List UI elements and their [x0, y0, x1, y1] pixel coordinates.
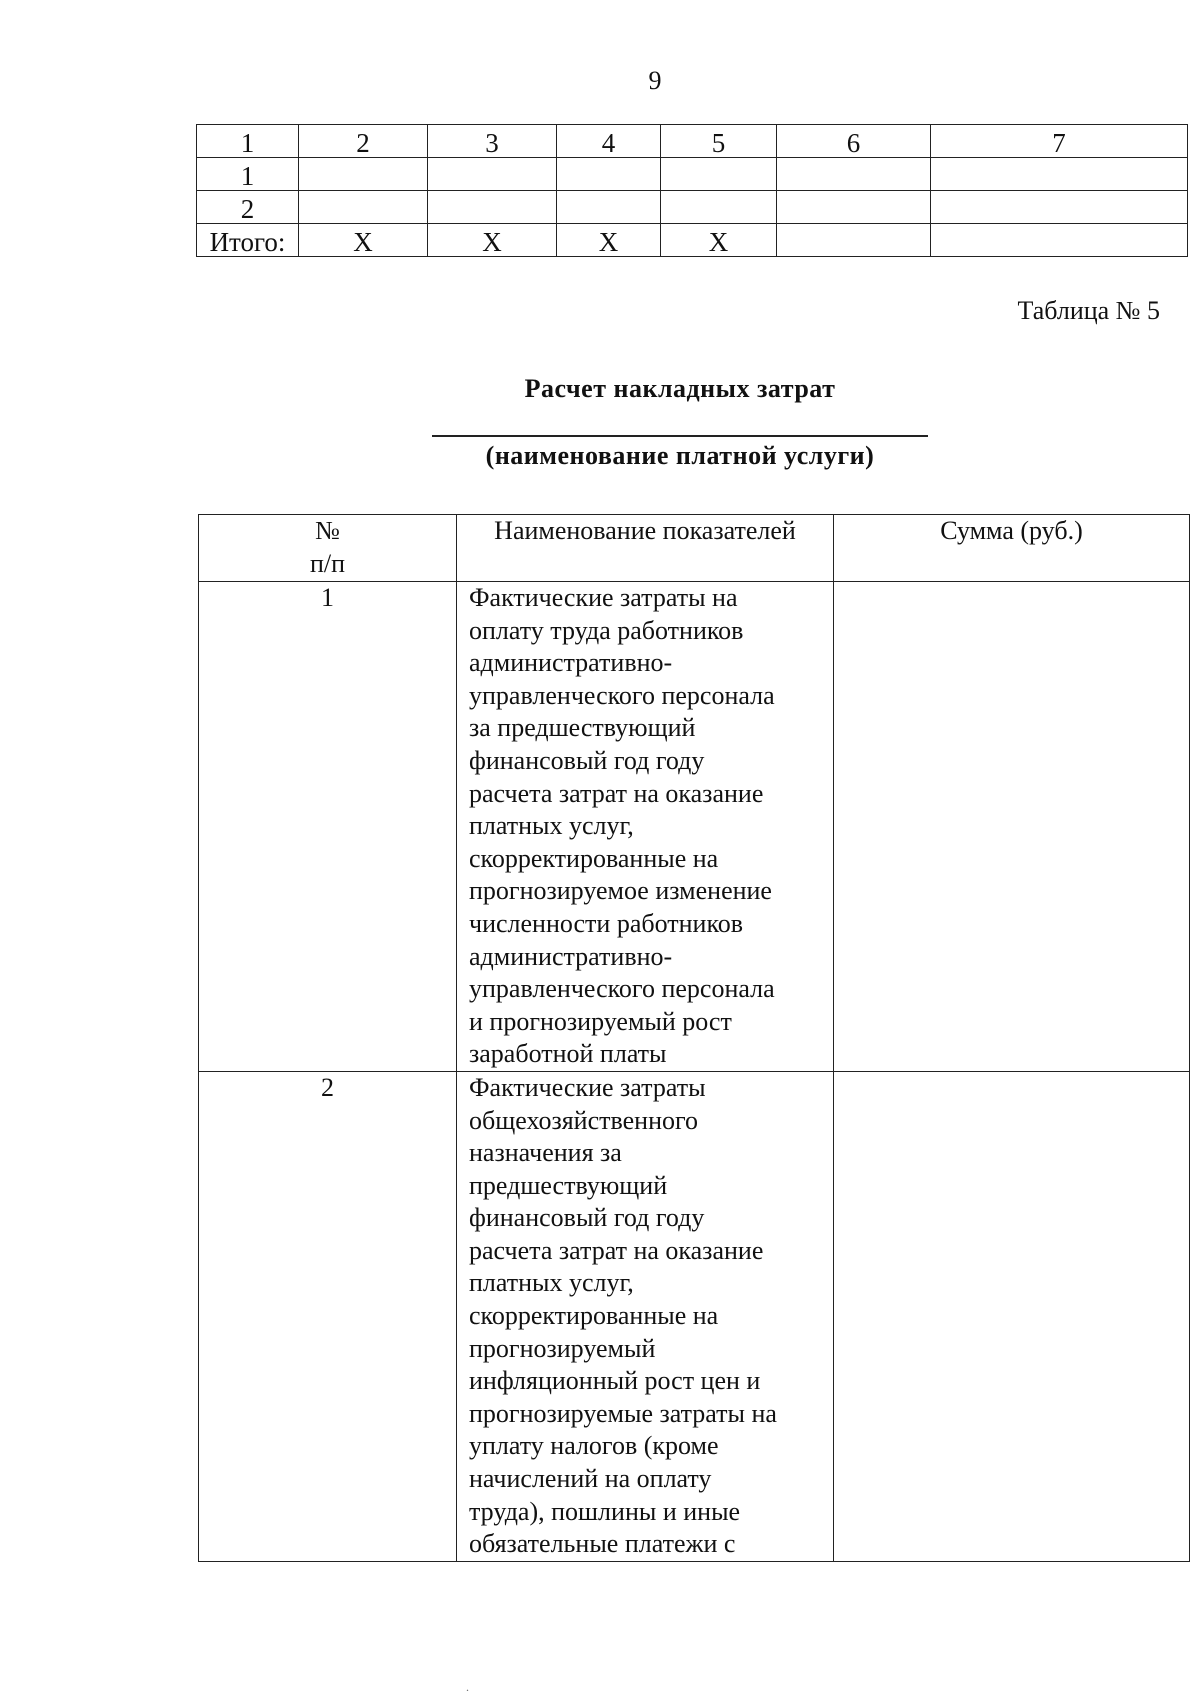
table-cell: Итого: [197, 224, 299, 257]
table-cell: X [661, 224, 777, 257]
table-total-row [197, 224, 1188, 257]
table-cell [661, 158, 777, 191]
table-cell [299, 158, 428, 191]
table-cell [557, 158, 661, 191]
table-cell [777, 224, 931, 257]
table-cell [931, 191, 1188, 224]
table-row [199, 1071, 1190, 1561]
table-cell: X [557, 224, 661, 257]
table-cell [777, 191, 931, 224]
table-header-cell: 1 [197, 125, 299, 158]
table-header-cell: 4 [557, 125, 661, 158]
row-number: 2 [199, 1071, 457, 1561]
table-header-cell: 2 [299, 125, 428, 158]
column-header-name: Наименование показателей [457, 515, 834, 582]
row-sum [834, 1071, 1190, 1561]
table-cell [661, 191, 777, 224]
table-row [199, 582, 1190, 1072]
document-title: Расчет накладных затрат [524, 374, 836, 403]
row-number: 1 [199, 582, 457, 1072]
fill-in-line [432, 435, 928, 437]
table-header-row [197, 125, 1188, 158]
table-cell [931, 158, 1188, 191]
table-row [197, 191, 1188, 224]
table-cell [428, 158, 557, 191]
table-header-cell: 6 [777, 125, 931, 158]
table-header-cell: 5 [661, 125, 777, 158]
row-sum [834, 582, 1190, 1072]
table-cell [557, 191, 661, 224]
table-caption: Таблица № 5 [1017, 296, 1160, 325]
table-header-cell: 3 [428, 125, 557, 158]
table-header-row [199, 515, 1190, 582]
table-cell [428, 191, 557, 224]
continued-table [196, 124, 1188, 257]
overhead-costs-table [198, 514, 1190, 1562]
row-description: Фактические затраты общехозяйственного назначения за предшествующий финансовый год году расчета затрат на оказание платных услуг, скорректированные на прогнозируемый инфляционный рост цен и прогнозируемые затраты на уплату налогов (кроме начислений на оплату труда), пошлины и иные обязательные платежи с [457, 1071, 834, 1561]
table-cell: X [428, 224, 557, 257]
table-row [197, 158, 1188, 191]
table-cell: 2 [197, 191, 299, 224]
column-header-number: № п/п [199, 515, 457, 582]
table-header-cell: 7 [931, 125, 1188, 158]
table-cell: 1 [197, 158, 299, 191]
column-header-sum: Сумма (руб.) [834, 515, 1190, 582]
page-number: 9 [648, 66, 662, 95]
table-cell: X [299, 224, 428, 257]
document-subtitle: (наименование платной услуги) [485, 441, 875, 470]
row-description: Фактические затраты на оплату труда работников административно- управленческого персонала за предшествующий финансовый год году расчета затрат на оказание платных услуг, скорректированные на прогнозируемое изменение численности работников административно- управленческого персонала и прогнозируемый рост заработной платы [457, 582, 834, 1072]
scan-mark: . [466, 1680, 469, 1694]
table-cell [299, 191, 428, 224]
table-cell [777, 158, 931, 191]
table-cell [931, 224, 1188, 257]
